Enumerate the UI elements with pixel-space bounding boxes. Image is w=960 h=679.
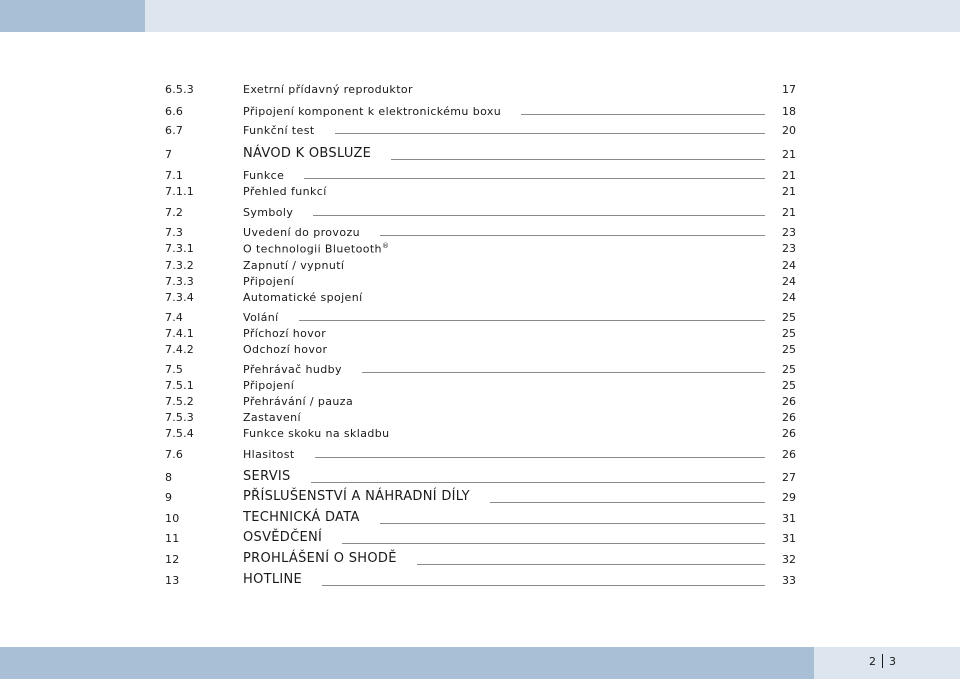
toc-entry-title [243,291,363,304]
toc-entry-page: 21 [782,148,796,161]
toc-leader-line [322,585,765,586]
toc-entry-title [243,530,322,545]
toc-entry-title [243,185,327,198]
toc-entry-title [243,311,279,324]
toc-entry[interactable] [0,395,960,411]
toc-entry-title [243,363,342,376]
toc-entry-number: 10 [165,512,180,525]
toc-entry-page: 21 [782,169,796,182]
toc-entry-title [243,146,371,161]
toc-entry[interactable] [0,512,960,528]
toc-entry-title-text: Odchozí hovor [243,343,328,356]
toc-leader-line [521,114,765,115]
toc-leader-line [315,457,765,458]
toc-entry-page: 26 [782,427,796,440]
toc-entry[interactable] [0,327,960,343]
toc-entry-page: 24 [782,291,796,304]
toc-entry-page: 31 [782,512,796,525]
toc-entry-number: 7.5.3 [165,411,194,424]
toc-entry[interactable] [0,275,960,291]
toc-leader-line [313,215,765,216]
toc-entry-page: 17 [782,83,796,96]
toc-entry-number: 7.3.1 [165,242,194,255]
toc-entry-page: 25 [782,327,796,340]
toc-entry-title [243,379,294,392]
toc-entry-number: 7.2 [165,206,184,219]
page-number-separator [882,654,883,668]
toc-entry-page: 26 [782,411,796,424]
toc-entry-title-text: Automatické spojení [243,291,363,304]
toc-entry[interactable] [0,259,960,275]
toc-entry[interactable] [0,206,960,222]
toc-entry-title-text: SERVIS [243,469,291,484]
toc-entry-number: 7.5.2 [165,395,194,408]
toc-leader-line [380,235,765,236]
toc-entry-page: 24 [782,259,796,272]
toc-entry-title-text: PROHLÁŠENÍ O SHODĚ [243,551,397,566]
toc-entry[interactable] [0,532,960,548]
toc-entry-title-text: NÁVOD K OBSLUZE [243,146,372,161]
toc-entry-page: 21 [782,206,796,219]
toc-entry-title-text: Symboly [243,206,294,219]
toc-entry-title [243,226,360,239]
toc-leader-line [362,372,765,373]
toc-entry[interactable] [0,427,960,443]
toc-leader-line [380,523,765,524]
toc-entry-page: 25 [782,311,796,324]
toc-entry-number: 7.3.3 [165,275,194,288]
toc-entry[interactable] [0,291,960,307]
toc-entry-title [243,242,389,256]
toc-entry-title-text: Připojení [243,275,295,288]
toc-entry-number: 6.6 [165,105,184,118]
toc-entry[interactable] [0,411,960,427]
toc-entry-title-text: Funkce skoku na skladbu [243,427,390,440]
toc-entry[interactable] [0,379,960,395]
toc-entry-title-text: Přehled funkcí [243,185,327,198]
toc-entry[interactable] [0,242,960,258]
toc-entry-number: 7.4.2 [165,343,194,356]
toc-entry-title [243,411,301,424]
toc-entry[interactable] [0,311,960,327]
toc-entry-page: 26 [782,448,796,461]
toc-entry-number: 7 [165,148,173,161]
toc-entry-page: 24 [782,275,796,288]
toc-entry-number: 7.3 [165,226,184,239]
toc-entry-title-text: Volání [243,311,279,324]
toc-entry-number: 9 [165,491,173,504]
toc-entry[interactable] [0,471,960,487]
toc-entry-title [243,551,397,566]
toc-entry-number: 12 [165,553,180,566]
toc-entry-title-text: PŘÍSLUŠENSTVÍ A NÁHRADNÍ DÍLY [243,489,470,504]
toc-entry-page: 29 [782,491,796,504]
toc-entry[interactable] [0,491,960,507]
toc-entry-title [243,572,302,587]
toc-entry-title [243,327,326,340]
toc-entry-page: 23 [782,226,796,239]
toc-entry-title-text: HOTLINE [243,572,303,587]
toc-entry-number: 7.4 [165,311,184,324]
toc-entry-title-text: Příchozí hovor [243,327,327,340]
header-band-right [145,0,960,32]
header-band-left [0,0,145,32]
toc-entry-title [243,124,315,137]
toc-entry[interactable] [0,148,960,164]
toc-entry[interactable] [0,553,960,569]
toc-entry-title [243,105,501,118]
toc-entry[interactable] [0,124,960,140]
toc-entry-number: 8 [165,471,173,484]
toc-entry-title [243,448,295,461]
toc-entry-title-text: Přehrávání / pauza [243,395,354,408]
toc-entry-page: 32 [782,553,796,566]
toc-entry-title [243,395,353,408]
toc-entry[interactable] [0,363,960,379]
toc-entry-number: 7.3.4 [165,291,194,304]
toc-entry-title [243,489,470,504]
toc-leader-line [490,502,765,503]
page-numbers [869,654,896,668]
toc-entry-page: 18 [782,105,796,118]
toc-entry-number: 13 [165,574,180,587]
toc-entry-title [243,83,413,96]
toc-entry-title [243,275,294,288]
toc-leader-line [304,178,765,179]
toc-entry-number: 7.4.1 [165,327,194,340]
toc-entry-number: 6.5.3 [165,83,194,96]
toc-entry-title [243,169,284,182]
toc-entry-number: 11 [165,532,180,545]
toc-entry[interactable] [0,448,960,464]
toc-leader-line [342,543,765,544]
toc-entry-title-text: Hlasitost [243,448,295,461]
registered-mark: ® [381,242,390,250]
toc-entry-number: 6.7 [165,124,184,137]
toc-entry-title [243,427,390,440]
toc-entry-number: 7.5.4 [165,427,194,440]
toc-entry-title [243,510,360,525]
toc-entry-page: 25 [782,343,796,356]
toc-leader-line [417,564,765,565]
toc-entry-title-text: Připojení [243,379,295,392]
toc-entry-number: 7.3.2 [165,259,194,272]
toc-entry-number: 7.6 [165,448,184,461]
toc-entry-title-text: Uvedení do provozu [243,226,360,239]
toc-entry-title-text: Zapnutí / vypnutí [243,259,345,272]
toc-entry-title-text: TECHNICKÁ DATA [243,510,360,525]
toc-entry-page: 25 [782,363,796,376]
toc-leader-line [335,133,765,134]
toc-entry-page: 25 [782,379,796,392]
toc-entry-number: 7.5 [165,363,184,376]
toc-entry-title-text: Připojení komponent k elektronickému boxu [243,105,502,118]
toc-entry-page: 26 [782,395,796,408]
toc-entry-title [243,206,293,219]
toc-entry-title-text: Zastavení [243,411,301,424]
toc-entry-number: 7.5.1 [165,379,194,392]
toc-entry-page: 31 [782,532,796,545]
toc-entry-title-text: OSVĚDČENÍ [243,530,323,545]
toc-leader-line [299,320,765,321]
toc-entry[interactable] [0,169,960,185]
toc-entry[interactable] [0,83,960,99]
toc-entry-page: 23 [782,242,796,255]
toc-entry-page: 33 [782,574,796,587]
toc-entry-page: 27 [782,471,796,484]
toc-entry[interactable] [0,343,960,359]
toc-entry[interactable] [0,226,960,242]
page-number-right: 3 [889,654,896,668]
toc-entry-title-text: Přehrávač hudby [243,363,342,376]
toc-entry-title [243,469,291,484]
toc-entry[interactable] [0,185,960,201]
footer-band-left [0,647,814,679]
toc-entry-title-text: Funkční test [243,124,315,137]
toc-leader-line [391,159,765,160]
toc-leader-line [311,482,765,483]
toc-entry-page: 21 [782,185,796,198]
toc-entry-title-text: Funkce [243,169,285,182]
toc-entry-title-text: Exetrní přídavný reproduktor [243,83,413,96]
toc-entry-page: 20 [782,124,796,137]
toc-entry-title [243,343,327,356]
toc-entry-title-text: O technologii Bluetooth [243,242,382,256]
page-number-left: 2 [869,654,876,668]
toc-entry-number: 7.1 [165,169,184,182]
toc-entry-number: 7.1.1 [165,185,194,198]
toc-entry[interactable] [0,105,960,121]
toc-entry-title [243,259,344,272]
toc-entry[interactable] [0,574,960,590]
